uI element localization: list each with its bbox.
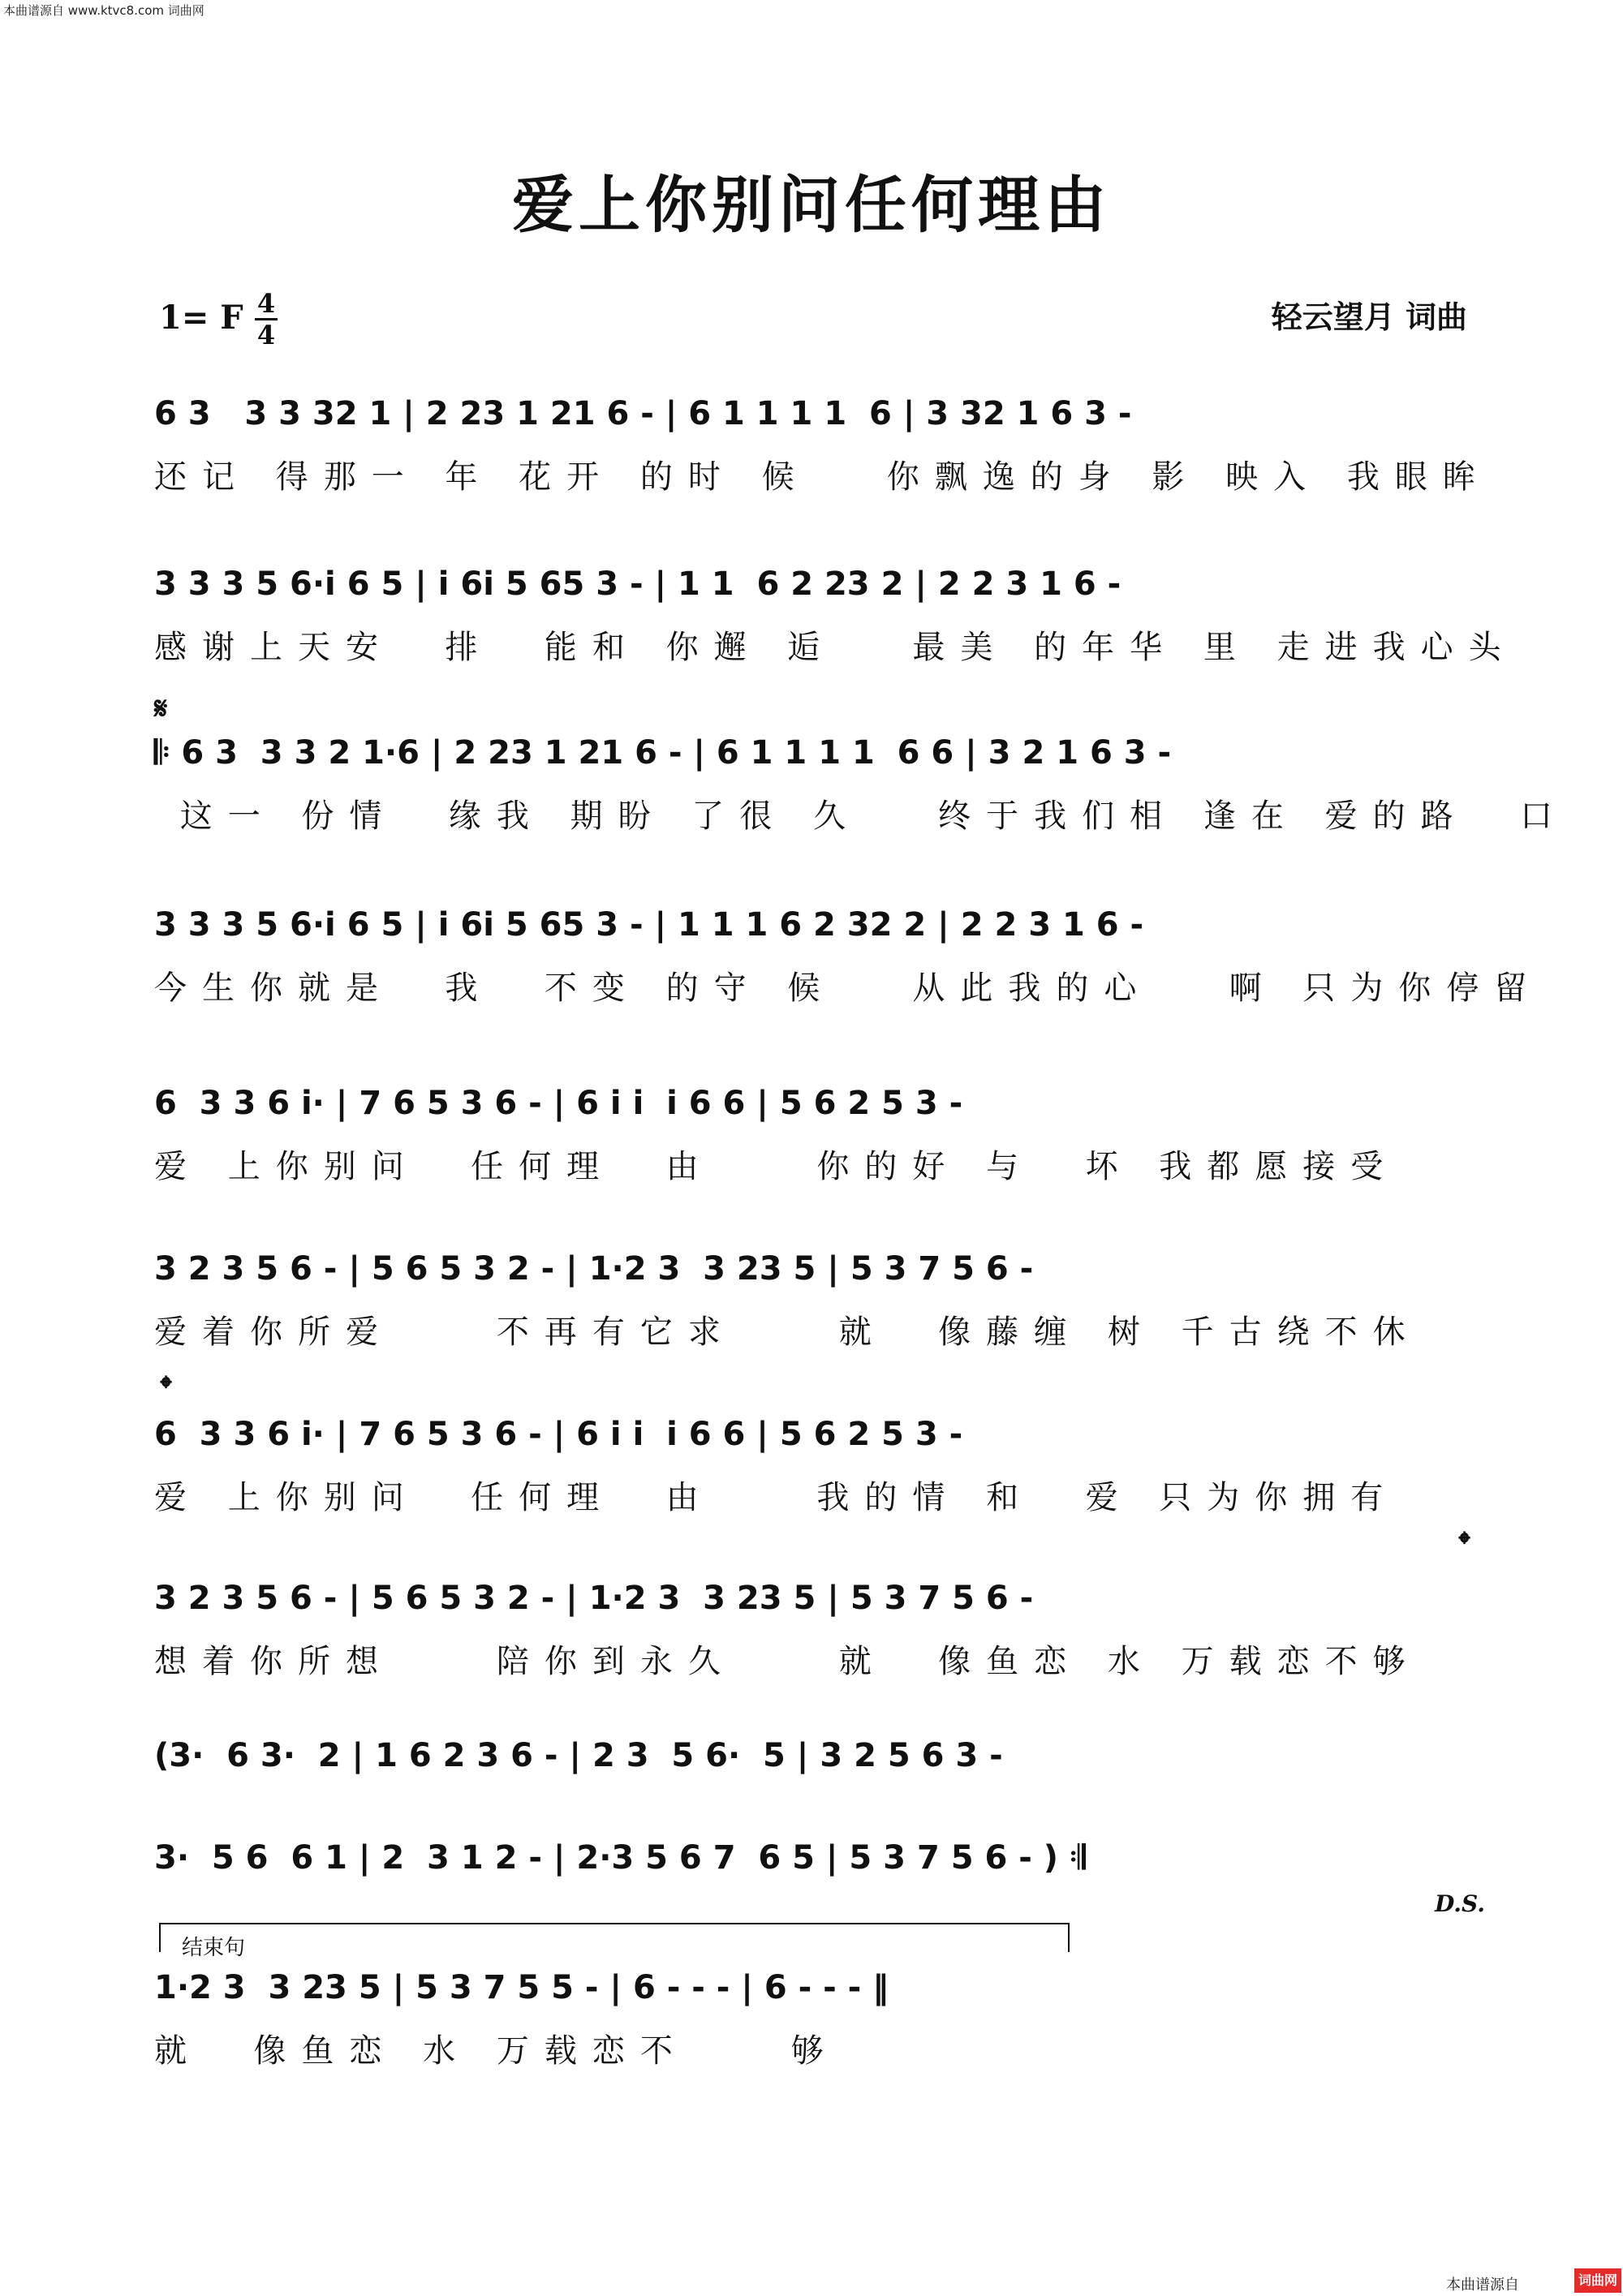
notation-line: 3 3 3 5 6·i 6 5 | i 6i 5 65 3 - | 1 1 1 6 2 32 2 | 2 2 3 1 6 -	[154, 906, 1144, 944]
coda-sign: 𝄌	[161, 1369, 172, 1405]
lyric-line: 这一 份情 缘我 期盼 了很 久 终于我们相 逢在 爱的路 口	[154, 798, 1569, 835]
song-title: 爱上你别问任何理由	[512, 169, 1111, 241]
notation-line: 3 2 3 5 6 - | 5 6 5 3 2 - | 1·2 3 3 23 5 | 5 3 7 5 6 -	[154, 1580, 1034, 1617]
score-system	[154, 1079, 1477, 1191]
score-system	[154, 1245, 1477, 1357]
score-system	[154, 729, 1569, 841]
notation-line: (3· 6 3· 2 | 1 6 2 3 6 - | 2 3 5 6· 5 | 3 2 5 6 3 -	[154, 1737, 1003, 1774]
notation-line: 6 3 3 3 32 1 | 2 23 1 21 6 - | 6 1 1 1 1 6 | 3 32 1 6 3 -	[154, 395, 1132, 432]
time-signature	[255, 290, 278, 349]
key-signature: 1= F	[159, 299, 243, 337]
score-system	[154, 1574, 1477, 1686]
score-system	[154, 901, 1543, 1013]
score-system	[154, 389, 1491, 501]
time-signature-bottom: 4	[256, 320, 276, 350]
notation-line: 6 3 3 6 i· | 7 6 5 3 6 - | 6 i i i 6 6 | 5 6 2 5 3 -	[154, 1416, 963, 1453]
footer-source: 本曲谱源自	[1446, 2277, 1519, 2294]
dal-segno-mark: D.S.	[1435, 1890, 1486, 1917]
notation-line: 𝄆 6 3 3 3 2 1·6 | 2 23 1 21 6 - | 6 1 1 1 1 6 6 | 3 2 1 6 3 -	[154, 734, 1172, 772]
lyric-line: 爱 上你别问 任何理 由 你的好 与 坏 我都愿接受	[154, 1148, 1399, 1185]
source-watermark: 本曲谱源自 www.ktvc8.com 词曲网	[3, 3, 204, 18]
notation-line: 3 2 3 5 6 - | 5 6 5 3 2 - | 1·2 3 3 23 5 | 5 3 7 5 6 -	[154, 1250, 1034, 1288]
lyric-line: 感谢上天安 排 能和 你邂 逅 最美 的年华 里 走进我心头	[154, 629, 1517, 666]
notation-line: 1·2 3 3 23 5 | 5 3 7 5 5 - | 6 - - - | 6 - - - ‖	[154, 1969, 889, 2006]
notation-line: 3 3 3 5 6·i 6 5 | i 6i 5 65 3 - | 1 1 6 2 23 2 | 2 2 3 1 6 -	[154, 565, 1121, 603]
score-system	[154, 1834, 1477, 1882]
ending-label: 结束句	[182, 1936, 246, 1960]
composer-credit: 轻云望月 词曲	[1271, 299, 1467, 335]
notation-line: 3· 5 6 6 1 | 2 3 1 2 - | 2·3 5 6 7 6 5 | 5 3 7 5 6 - ) 𝄇	[154, 1839, 1086, 1877]
score-system	[154, 560, 1517, 672]
lyric-line: 爱 上你别问 任何理 由 我的情 和 爱 只为你拥有	[154, 1479, 1399, 1516]
notation-line: 6 3 3 6 i· | 7 6 5 3 6 - | 6 i i i 6 6 | 5 6 2 5 3 -	[154, 1085, 963, 1122]
segno-sign: 𝄋	[154, 690, 168, 726]
lyric-line: 今生你就是 我 不变 的守 候 从此我的心 啊 只为你停留	[154, 970, 1543, 1007]
score-system	[154, 1963, 1477, 2075]
coda-sign: 𝄌	[1459, 1525, 1470, 1561]
score-system	[154, 1731, 1477, 1780]
lyric-line: 就 像鱼恋 水 万载恋不 够	[154, 2032, 839, 2070]
time-signature-top: 4	[256, 288, 276, 319]
ending-bracket	[159, 1923, 1070, 1952]
score-system	[154, 1410, 1477, 1522]
lyric-line: 想着你所想 陪你到永久 就 像鱼恋 水 万载恋不够	[154, 1643, 1421, 1680]
lyric-line: 还记 得那一 年 花开 的时 候 你飘逸的身 影 映入 我眼眸	[154, 458, 1491, 496]
site-logo: 词曲网	[1574, 2268, 1621, 2293]
lyric-line: 爱着你所爱 不再有它求 就 像藤缠 树 千古绕不休	[154, 1314, 1421, 1351]
